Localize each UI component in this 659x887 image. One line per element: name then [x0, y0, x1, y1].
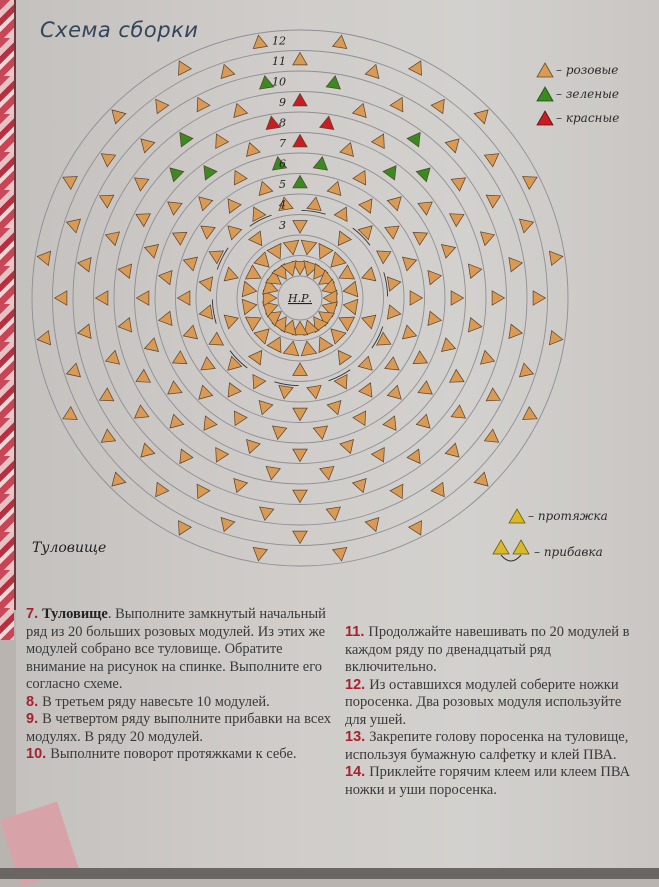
step-number: 13. [345, 729, 370, 745]
pink-module [387, 277, 400, 291]
increase-two-triangles-icon [492, 539, 532, 565]
pink-module [266, 466, 280, 479]
pink-module [486, 195, 500, 208]
pink-module [106, 232, 120, 246]
pink-module [362, 315, 376, 329]
pink-module [197, 98, 210, 112]
step-text: Приклейте горячим клеем или клеем ПВА ножки и уши поросенка. [345, 764, 631, 798]
pink-module [549, 331, 562, 345]
pink-module [431, 99, 444, 113]
pink-module [228, 383, 241, 397]
pink-module [156, 99, 169, 113]
pink-module [353, 411, 366, 425]
pink-module [156, 482, 169, 496]
pink-module [445, 443, 459, 457]
increase-arc [384, 272, 388, 296]
pink-module [293, 449, 307, 462]
pink-module [249, 231, 262, 245]
pink-module [387, 385, 401, 399]
pink-module [201, 357, 215, 370]
pink-module [523, 407, 537, 420]
green-module [293, 175, 307, 188]
pink-module [254, 329, 269, 344]
start-row-label: Н.Р. [288, 292, 312, 305]
legend-item-red [536, 106, 619, 130]
pink-module [145, 338, 159, 352]
legend-item-increase [492, 534, 608, 570]
pink-module [442, 338, 456, 352]
pink-module [293, 408, 307, 421]
pink-module [481, 232, 495, 246]
pink-module [67, 363, 81, 377]
green-module [313, 157, 327, 170]
bottom-shadow [0, 868, 659, 879]
pink-module [339, 317, 355, 331]
pink-module [293, 221, 307, 234]
pink-module [387, 305, 400, 319]
pink-module [359, 199, 372, 213]
pink-module [372, 448, 385, 462]
pink-module [177, 291, 190, 305]
green-module [416, 168, 430, 182]
legend-label-increase: – прибавка [534, 545, 603, 559]
pink-module [118, 264, 131, 278]
legend-item-green [536, 82, 619, 106]
legend-label-pull-through: – протяжка [528, 509, 608, 523]
pink-module [445, 139, 459, 153]
green-module [170, 168, 184, 182]
pink-module [307, 385, 321, 398]
pink-module [63, 407, 77, 420]
pink-module [197, 484, 210, 498]
pink-module [234, 411, 247, 425]
pink-module [37, 331, 50, 345]
instruction-step [26, 746, 336, 764]
pink-module [481, 351, 495, 365]
pink-module [428, 271, 441, 285]
pink-module [353, 171, 366, 185]
pink-module [168, 381, 182, 394]
pink-module [293, 531, 307, 543]
legend-item-pink [536, 58, 619, 82]
pink-module [409, 521, 422, 535]
pink-module [509, 324, 522, 338]
pink-module [199, 385, 213, 399]
pink-module [180, 449, 193, 463]
pink-module [283, 240, 298, 255]
pink-module [242, 281, 257, 296]
pink-module [96, 291, 108, 305]
pink-module [339, 265, 355, 279]
pink-module [390, 98, 403, 112]
pink-module [279, 385, 293, 398]
pink-module [106, 351, 120, 365]
pink-module [209, 332, 223, 345]
pink-module [403, 325, 417, 339]
pink-module [173, 351, 187, 364]
pink-module [112, 110, 126, 124]
pink-module [170, 414, 184, 428]
page-title: Схема сборки [40, 18, 199, 42]
green-module [180, 133, 193, 147]
pink-module [334, 207, 347, 221]
pink-module [293, 363, 307, 376]
pink-module [67, 219, 81, 233]
red-module [320, 116, 334, 129]
pink-module [112, 472, 126, 486]
row-number-label: 12 [272, 34, 286, 48]
pink-module [159, 271, 172, 285]
pink-module [334, 375, 347, 389]
pink-module [253, 35, 267, 48]
pink-module [313, 426, 327, 439]
pink-module [358, 226, 372, 240]
instruction-step [345, 764, 635, 799]
pink-module [451, 291, 464, 305]
pink-module [353, 479, 367, 493]
pink-module [372, 134, 385, 148]
row-number-label: 3 [279, 218, 286, 232]
pink-module [340, 143, 354, 157]
pink-module [145, 245, 159, 259]
pink-module [228, 199, 241, 213]
pink-module [199, 305, 212, 319]
pink-module [242, 299, 257, 314]
pink-module [283, 341, 298, 356]
row-number-label: 9 [279, 95, 286, 109]
pink-module [333, 547, 347, 560]
pink-module [201, 226, 215, 239]
pink-module [247, 440, 261, 454]
pink-module [259, 401, 273, 415]
pink-module [486, 388, 500, 401]
pink-module [365, 518, 379, 532]
pink-module [523, 177, 537, 190]
pink-module [383, 416, 396, 430]
pink-module [293, 53, 307, 65]
pink-module [293, 490, 307, 503]
pink-module [78, 258, 91, 272]
pink-module [468, 318, 481, 332]
pink-module [141, 139, 155, 153]
pink-module [246, 317, 262, 331]
pink-module [100, 195, 114, 208]
pink-module [320, 466, 334, 479]
pink-module [451, 178, 465, 191]
step-text: Выполните поворот протяжками к себе. [50, 746, 297, 762]
step-text: Закрепите голову поросенка на туловище, используя бумажную салфетку и клей ПВА. [345, 729, 629, 763]
pink-module [168, 202, 182, 215]
pink-module [338, 351, 351, 365]
pink-module [135, 178, 149, 191]
pink-module [385, 226, 399, 239]
pink-module [173, 232, 187, 245]
pink-module [55, 291, 67, 305]
pink-module [450, 214, 464, 227]
step-text: Продолжайте навешивать по 20 модулей в каждом ряду по двенадцатый ряд включительно. [345, 624, 630, 675]
pink-module [136, 291, 149, 305]
pink-module [319, 244, 333, 260]
row-number-label: 11 [272, 54, 286, 68]
pink-module [413, 232, 427, 245]
step-number: 12. [345, 676, 370, 693]
instruction-step [345, 624, 635, 677]
pink-module [301, 240, 316, 255]
pink-module [141, 443, 155, 457]
red-module [293, 134, 307, 147]
pink-module [135, 405, 149, 418]
step-number: 7. [26, 606, 43, 622]
pink-module [224, 315, 238, 329]
pink-module [224, 267, 238, 281]
row-number-label: 4 [279, 198, 286, 212]
pink-module [358, 356, 372, 370]
pink-module [365, 65, 379, 79]
instructions-left-column [26, 606, 336, 764]
pink-module [301, 341, 316, 356]
pink-module [520, 363, 534, 377]
pink-module [492, 291, 505, 305]
pink-module [204, 416, 217, 430]
instructions-right-column [345, 624, 635, 799]
step-text: В четвертом ряду выполните прибавки на всех модулях. В ряду 20 модулей. [26, 711, 331, 745]
green-module [383, 166, 396, 180]
pink-module [340, 440, 354, 454]
pink-module [327, 401, 341, 415]
pink-module [549, 251, 562, 265]
pink-module [101, 154, 115, 167]
row-number-label: 8 [279, 116, 286, 130]
pink-module [228, 226, 242, 240]
pink-module [409, 61, 422, 75]
step-number: 14. [345, 764, 370, 780]
pink-module [246, 265, 262, 279]
pink-module [221, 65, 235, 79]
pink-module [468, 264, 481, 278]
green-module [326, 76, 340, 89]
step-text: Из оставшихся модулей соберите ножки поросенка. Два розовых модуля используйте для ушей. [345, 676, 622, 728]
step-text: . Выполните замкнутый начальный ряд из 20 больших розовых модулей. Из этих же модулей собрано все туловище. Обратите внимание на рисунок на спинке. Выполните его согласно схеме. [26, 606, 326, 692]
pink-module [509, 258, 522, 272]
instruction-step [26, 694, 336, 712]
pink-module [179, 521, 192, 535]
pink-module [307, 197, 321, 210]
step-text: В третьем ряду навесьте 10 модулей. [42, 693, 270, 710]
pink-module [273, 426, 287, 439]
pink-module [359, 383, 372, 397]
red-triangle-icon [536, 110, 554, 126]
pink-module [331, 252, 346, 267]
instruction-step [26, 606, 336, 694]
legend-label-red: – красные [556, 111, 620, 125]
pink-module [234, 104, 248, 118]
pink-module [253, 207, 266, 221]
pink-module [37, 251, 50, 265]
pink-module [442, 245, 456, 259]
legend-label-green: – зеленые [556, 87, 619, 101]
pink-module [333, 35, 347, 48]
pink-module [403, 257, 417, 271]
row-number-label: 10 [272, 75, 286, 89]
instruction-step [345, 677, 635, 730]
pink-module [319, 337, 333, 353]
pink-module [410, 291, 423, 305]
pink-module [418, 381, 432, 394]
pink-module [259, 181, 273, 195]
row-number-label: 6 [279, 157, 286, 171]
row-number-label: 5 [279, 177, 286, 191]
pink-module [451, 405, 465, 418]
pink-module [418, 202, 432, 215]
pink-module [484, 429, 498, 442]
increase-arc [274, 382, 298, 386]
pink-module [474, 472, 488, 486]
pink-module [520, 219, 534, 233]
pink-module [216, 448, 229, 462]
pink-module [78, 324, 91, 338]
increase-arc [212, 300, 216, 324]
pink-module [234, 171, 247, 185]
pink-module [474, 110, 488, 124]
legend-label-pink: – розовые [556, 63, 619, 77]
pink-module [326, 507, 340, 520]
pink-module [377, 251, 391, 264]
step-title: Туловище [42, 606, 108, 622]
red-module [293, 94, 307, 106]
green-module [204, 166, 217, 180]
pink-module [136, 214, 150, 227]
pink-module [253, 547, 267, 560]
pink-module [327, 181, 341, 195]
pink-module [253, 375, 266, 389]
pink-module [228, 356, 242, 370]
pink-module [183, 257, 197, 271]
section-label: Туловище [32, 540, 107, 556]
pink-module [183, 325, 197, 339]
pink-module [159, 311, 172, 325]
pink-module [221, 518, 235, 532]
pink-module [267, 337, 281, 353]
pink-module [209, 251, 223, 264]
pink-module [100, 388, 114, 401]
step-number: 11. [345, 624, 369, 640]
pink-module [416, 414, 430, 428]
pink-triangle-icon [536, 62, 554, 78]
pink-module [387, 197, 401, 211]
instruction-step [345, 729, 635, 764]
pink-module [101, 429, 115, 442]
step-number: 8. [26, 693, 43, 710]
green-triangle-icon [536, 86, 554, 102]
pink-module [63, 177, 77, 190]
pink-module [338, 231, 351, 245]
step-number: 9. [26, 711, 43, 727]
color-legend [536, 58, 619, 130]
pink-module [260, 507, 274, 520]
pink-module [254, 252, 269, 267]
row-number-label: 7 [279, 136, 286, 150]
symbol-legend [492, 498, 608, 570]
pink-module [484, 154, 498, 167]
pink-module [450, 370, 464, 383]
pink-module [179, 61, 192, 75]
increase-arc [302, 210, 326, 214]
pink-module [407, 449, 420, 463]
green-module [407, 133, 420, 147]
pink-module [199, 197, 213, 211]
pink-module [385, 357, 399, 370]
pink-module [234, 479, 248, 493]
pink-module [331, 329, 346, 344]
pink-module [247, 143, 261, 157]
pink-module [377, 332, 391, 345]
step-number: 10. [26, 746, 51, 762]
pink-module [428, 311, 441, 325]
legend-item-pull-through [492, 498, 608, 534]
pink-module [353, 104, 367, 118]
pink-module [413, 351, 427, 364]
pink-module [249, 351, 262, 365]
pink-module [118, 318, 131, 332]
pink-module [390, 484, 403, 498]
pink-module [267, 244, 281, 260]
pink-module [343, 299, 358, 314]
pink-module [431, 482, 444, 496]
pink-module [136, 370, 150, 383]
pink-module [533, 291, 545, 305]
pink-module [362, 267, 376, 281]
instruction-step [26, 711, 336, 746]
pink-module [199, 277, 212, 291]
pink-module [343, 281, 358, 296]
pink-module [216, 134, 229, 148]
pull-through-triangle-icon [508, 508, 526, 524]
